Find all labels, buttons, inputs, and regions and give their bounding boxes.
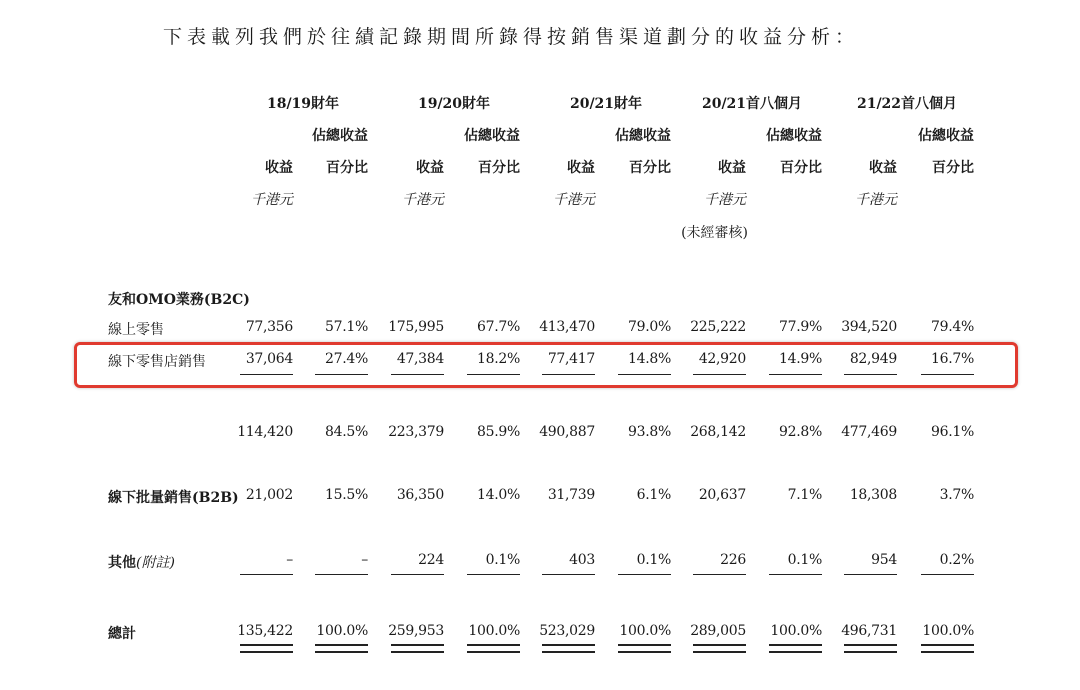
- table-cell: 96.1%: [931, 424, 974, 440]
- revenue-header: 收益: [416, 160, 444, 176]
- double-underline: [391, 644, 444, 653]
- table-cell: 21,002: [245, 487, 293, 503]
- revenue-header: 收益: [718, 160, 746, 176]
- unit-label: 千港元: [402, 192, 444, 208]
- table-cell: 477,469: [841, 424, 897, 440]
- unit-label: 千港元: [704, 192, 746, 208]
- table-cell: 93.8%: [628, 424, 671, 440]
- period-header: 20/21財年: [569, 96, 643, 112]
- table-cell: 47,384: [396, 351, 444, 367]
- double-underline: [542, 644, 595, 653]
- table-cell: –: [361, 552, 368, 568]
- table-cell: 14.8%: [628, 351, 671, 367]
- unit-label: 千港元: [855, 192, 897, 208]
- table-cell: 0.1%: [636, 552, 671, 568]
- table-cell: 85.9%: [477, 424, 520, 440]
- table-cell: 15.5%: [325, 487, 368, 503]
- table-cell: 20,637: [698, 487, 746, 503]
- table-cell: 224: [418, 552, 444, 568]
- table-cell: 114,420: [237, 424, 293, 440]
- double-underline: [618, 644, 671, 653]
- period-header: 18/19財年: [266, 96, 340, 112]
- revenue-header: 收益: [869, 160, 897, 176]
- table-cell: 496,731: [841, 623, 897, 639]
- note-reference: (附註): [136, 555, 175, 571]
- table-cell: 0.1%: [787, 552, 822, 568]
- table-cell: 18.2%: [477, 351, 520, 367]
- pct-header-line1: 佔總收益: [615, 128, 671, 144]
- pct-header-line1: 佔總收益: [918, 128, 974, 144]
- single-underline: [844, 574, 897, 575]
- table-cell: 0.1%: [485, 552, 520, 568]
- single-underline: [391, 574, 444, 575]
- table-cell: 100.0%: [468, 623, 520, 639]
- table-cell: 0.2%: [939, 552, 974, 568]
- period-header: 19/20財年: [417, 96, 491, 112]
- row-label-b2b: 線下批量銷售(B2B): [108, 490, 239, 506]
- table-cell: 490,887: [539, 424, 595, 440]
- double-underline: [844, 644, 897, 653]
- row-label-total: 總計: [108, 626, 136, 642]
- row-label-online-retail: 線上零售: [108, 322, 164, 338]
- table-cell: 82,949: [849, 351, 897, 367]
- table-cell: 289,005: [690, 623, 746, 639]
- pct-header-line1: 佔總收益: [312, 128, 368, 144]
- single-underline: [240, 574, 293, 575]
- table-cell: 36,350: [396, 487, 444, 503]
- pct-header-line2: 百分比: [629, 160, 671, 176]
- table-cell: 31,739: [547, 487, 595, 503]
- table-cell: 259,953: [388, 623, 444, 639]
- table-cell: 67.7%: [477, 319, 520, 335]
- table-cell: 223,379: [388, 424, 444, 440]
- single-underline: [769, 574, 822, 575]
- table-cell: 100.0%: [619, 623, 671, 639]
- intro-text: 下表載列我們於往績記錄期間所錄得按銷售渠道劃分的收益分析：: [163, 26, 860, 48]
- period-header: 21/22首八個月: [856, 96, 958, 112]
- table-cell: 523,029: [539, 623, 595, 639]
- table-cell: 27.4%: [325, 351, 368, 367]
- row-label-offline-store: 線下零售店銷售: [108, 354, 206, 370]
- table-cell: 16.7%: [931, 351, 974, 367]
- double-underline: [315, 644, 368, 653]
- table-cell: 394,520: [841, 319, 897, 335]
- unaudited-note: (未經審核): [681, 225, 748, 241]
- double-underline: [693, 644, 746, 653]
- table-cell: 226: [720, 552, 746, 568]
- table-cell: 14.9%: [779, 351, 822, 367]
- table-cell: 413,470: [539, 319, 595, 335]
- single-underline: [315, 574, 368, 575]
- pct-header-line2: 百分比: [780, 160, 822, 176]
- table-cell: 84.5%: [325, 424, 368, 440]
- table-cell: 14.0%: [477, 487, 520, 503]
- single-underline: [618, 574, 671, 575]
- single-underline: [921, 574, 974, 575]
- table-cell: 954: [871, 552, 897, 568]
- pct-header-line1: 佔總收益: [464, 128, 520, 144]
- table-cell: 18,308: [849, 487, 897, 503]
- pct-header-line1: 佔總收益: [766, 128, 822, 144]
- single-underline: [693, 574, 746, 575]
- table-cell: 100.0%: [316, 623, 368, 639]
- double-underline: [921, 644, 974, 653]
- table-cell: 77,356: [245, 319, 293, 335]
- table-cell: 100.0%: [770, 623, 822, 639]
- single-underline: [467, 574, 520, 575]
- revenue-header: 收益: [265, 160, 293, 176]
- period-header: 20/21首八個月: [701, 96, 803, 112]
- table-cell: 225,222: [690, 319, 746, 335]
- pct-header-line2: 百分比: [932, 160, 974, 176]
- table-cell: 6.1%: [636, 487, 671, 503]
- unit-label: 千港元: [553, 192, 595, 208]
- double-underline: [467, 644, 520, 653]
- table-cell: –: [286, 552, 293, 568]
- table-cell: 77,417: [547, 351, 595, 367]
- table-cell: 42,920: [698, 351, 746, 367]
- table-cell: 77.9%: [779, 319, 822, 335]
- unit-label: 千港元: [251, 192, 293, 208]
- table-cell: 403: [569, 552, 595, 568]
- table-cell: 100.0%: [922, 623, 974, 639]
- table-cell: 92.8%: [779, 424, 822, 440]
- double-underline: [240, 644, 293, 653]
- revenue-header: 收益: [567, 160, 595, 176]
- table-cell: 268,142: [690, 424, 746, 440]
- pct-header-line2: 百分比: [478, 160, 520, 176]
- table-cell: 79.0%: [628, 319, 671, 335]
- table-cell: 79.4%: [931, 319, 974, 335]
- pct-header-line2: 百分比: [326, 160, 368, 176]
- double-underline: [769, 644, 822, 653]
- row-label-others: 其他(附註): [108, 555, 175, 571]
- table-cell: 3.7%: [939, 487, 974, 503]
- section-b2c-header: 友和OMO業務(B2C): [108, 292, 250, 308]
- table-cell: 57.1%: [325, 319, 368, 335]
- table-cell: 135,422: [237, 623, 293, 639]
- table-cell: 175,995: [388, 319, 444, 335]
- table-cell: 7.1%: [787, 487, 822, 503]
- table-cell: 37,064: [245, 351, 293, 367]
- highlight-box: [74, 342, 1018, 388]
- single-underline: [542, 574, 595, 575]
